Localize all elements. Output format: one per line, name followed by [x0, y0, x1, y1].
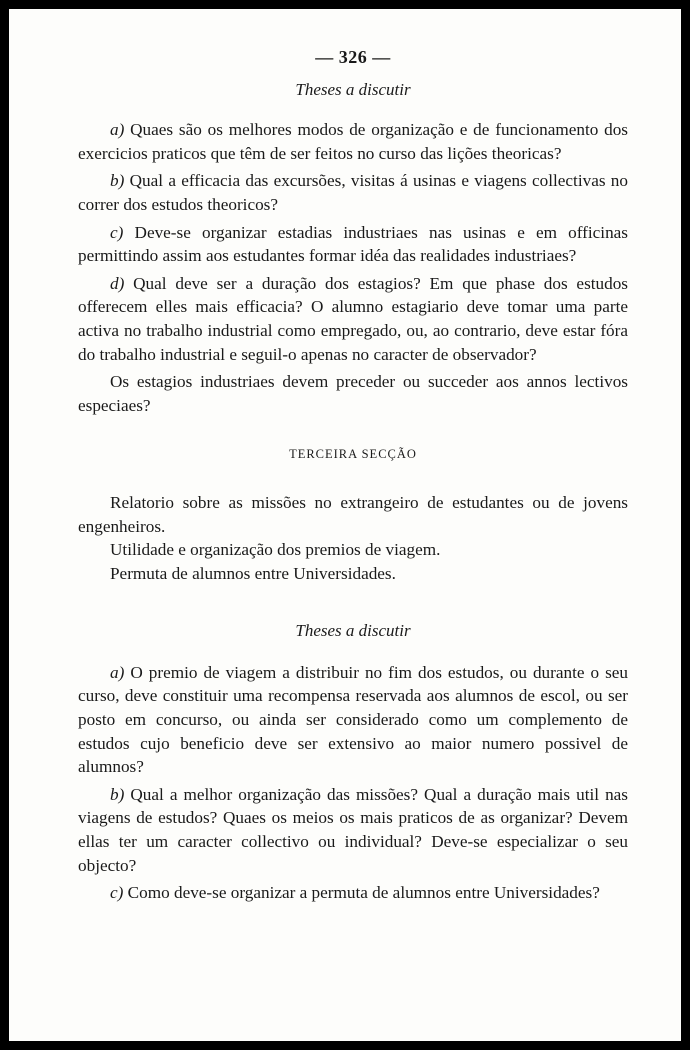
document-page — [9, 9, 681, 1041]
item-text: Quaes são os melhores modos de organização e de funcionamento dos exercicios praticos que têm de ser feitos no curso das lições theoricas? — [78, 120, 628, 163]
thesis-item — [78, 272, 628, 366]
thesis-item — [78, 118, 628, 165]
subject-item: Relatorio sobre as missões no extrangeiro de estudantes ou de jovens engenheiros. — [78, 492, 628, 536]
item-text: Como deve-se organizar a permuta de alumnos entre Universidades? — [127, 883, 600, 903]
item-marker: b) — [110, 784, 125, 804]
subject-item: Permuta de alumnos entre Universidades. — [110, 563, 396, 583]
item-marker: d) — [110, 273, 125, 293]
theses-heading-2: Theses a discutir — [295, 621, 411, 641]
thesis-item — [78, 661, 628, 779]
thesis-item — [78, 221, 628, 268]
item-marker: a) — [110, 120, 125, 140]
item-text: Qual a efficacia das excursões, visitas á usinas e viagens collectivas no correr dos estudos theoricos? — [78, 171, 628, 214]
item-marker: c) — [110, 222, 124, 242]
theses-heading-1: Theses a discutir — [295, 79, 411, 99]
item-text: O premio de viagem a distribuir no fim dos estudos, ou durante o seu curso, deve constituir uma recompensa reservada aos alumnos de escol, ou ser posto em concurso, ou ainda ser considerado como um complemento de estudos cujo beneficio deve ser extensivo ao maior numero possivel de alumnos? — [78, 662, 629, 777]
theses-group-1 — [78, 118, 628, 417]
item-text: Qual a melhor organização das missões? Qual a duração mais util nas viagens de estudos? Quaes os meios os mais praticos de as organizar? Devem ellas ter um caracter collectivo ou individual? Deve-se especializar o seu objecto? — [78, 784, 628, 875]
item-text: Os estagios industriaes devem preceder ou succeder aos annos lectivos especiaes? — [78, 372, 628, 415]
page-number: — 326 — — [315, 47, 391, 67]
section-title: TERCEIRA SECÇÃO — [289, 447, 417, 462]
item-text: Deve-se organizar estadias industriaes nas usinas e em officinas permittindo assim aos estudantes formar idéa das realidades industriaes? — [78, 222, 628, 266]
item-marker: b) — [110, 171, 125, 191]
subjects-list — [78, 491, 628, 585]
subject-item: Utilidade e organização dos premios de viagem. — [110, 540, 441, 560]
thesis-item — [78, 169, 628, 216]
page-content — [78, 46, 628, 909]
thesis-item — [78, 370, 628, 417]
item-marker: a) — [110, 662, 125, 682]
item-marker: c) — [110, 883, 124, 903]
theses-group-2 — [78, 661, 628, 905]
thesis-item — [78, 881, 628, 905]
item-text: Qual deve ser a duração dos estagios? Em que phase dos estudos offerecem elles mais efficacia? O alumno estagiario deve tomar uma parte activa no trabalho industrial como empregado, ou, ao contrario, deve estar fóra do trabalho industrial e seguil-o apenas no caracter de observador? — [78, 273, 628, 364]
thesis-item — [78, 783, 628, 877]
